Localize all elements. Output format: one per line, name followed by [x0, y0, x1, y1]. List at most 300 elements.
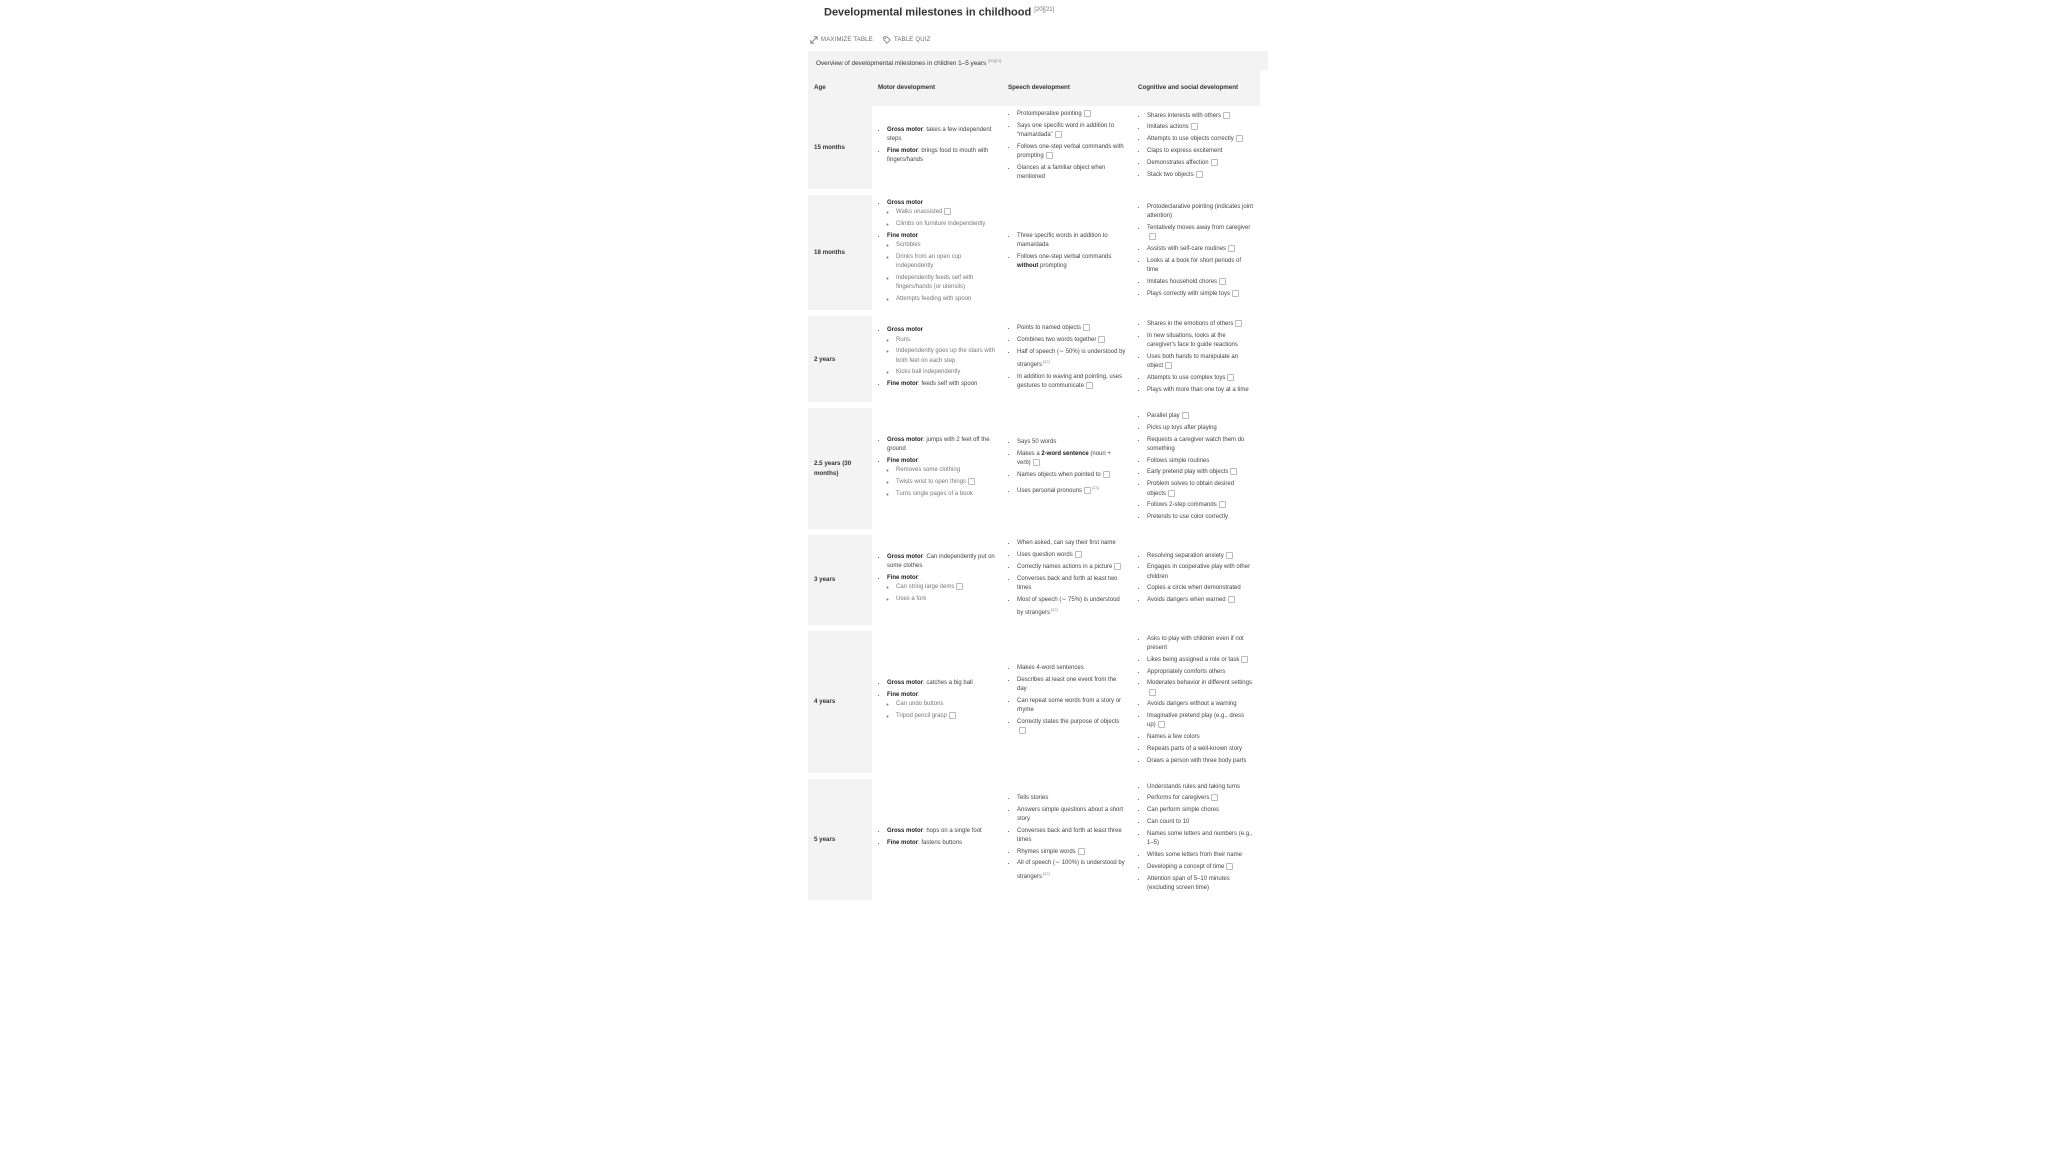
list-item — [896, 490, 996, 499]
item-text: In new situations, looks at the caregiver's face to guide reactions — [1147, 333, 1238, 349]
item-text: Stack two objects — [1147, 171, 1194, 178]
reference-icon[interactable] — [1103, 471, 1110, 478]
item-text: Problem solves to obtain desired objects — [1147, 481, 1235, 497]
list-item — [1017, 718, 1126, 736]
item-text: : brings food to mouth with fingers/hands — [887, 148, 989, 164]
item-text: Looks at a book for short periods of time — [1147, 258, 1242, 274]
table-caption: Overview of developmental milestones in children 1–5 years [20][21] — [808, 51, 1268, 70]
list-item — [887, 553, 996, 571]
reference-icon[interactable] — [1226, 863, 1233, 870]
list-item — [1017, 164, 1126, 182]
reference-icon[interactable] — [1033, 459, 1040, 466]
list-item — [1147, 468, 1254, 477]
motor-cell — [872, 106, 1002, 192]
title-reference[interactable]: [20][21] — [1034, 7, 1055, 13]
list-item — [887, 679, 996, 688]
reference-icon[interactable] — [1236, 135, 1243, 142]
list-item — [1017, 373, 1126, 391]
list-item — [1017, 539, 1126, 548]
list-item — [1147, 668, 1254, 677]
list-item — [896, 336, 996, 345]
list-item — [1017, 232, 1126, 250]
table-header-row — [808, 70, 1260, 106]
item-category: Gross motor — [887, 327, 924, 334]
list-item — [1017, 827, 1126, 845]
reference-icon[interactable] — [1075, 551, 1082, 558]
list-item — [1017, 806, 1126, 824]
speech-list — [1008, 794, 1126, 882]
item-text: Makes 4-word sentences — [1017, 665, 1084, 672]
item-text: Follows one-step verbal commands — [1017, 253, 1112, 260]
list-item — [1147, 552, 1254, 561]
caption-reference[interactable]: [20][21] — [987, 57, 1002, 63]
list-item — [887, 457, 996, 499]
cognitive-cell — [1132, 405, 1260, 532]
header-motor: Motor development — [872, 70, 1002, 106]
tag-icon — [883, 36, 891, 44]
sub-list — [887, 208, 996, 229]
table-row — [808, 106, 1260, 192]
list-item — [1017, 336, 1126, 345]
reference-icon[interactable] — [1168, 490, 1175, 497]
list-item — [1147, 147, 1254, 156]
list-item — [1147, 203, 1254, 221]
list-item — [1147, 112, 1254, 121]
motor-cell — [872, 313, 1002, 405]
item-text: : feeds self with spoon — [918, 381, 978, 388]
list-item — [1017, 563, 1126, 572]
item-text: Points to named objects — [1017, 325, 1082, 332]
item-category: Gross motor — [887, 199, 924, 206]
list-item — [887, 839, 996, 848]
speech-list — [1008, 110, 1126, 182]
item-text: : hops on a single foot — [923, 828, 982, 835]
speech-list — [1008, 664, 1126, 736]
list-item — [1147, 224, 1254, 242]
item-text: Picks up toys after playing — [1147, 424, 1217, 431]
cognitive-cell — [1132, 628, 1260, 776]
item-text: In addition to waving and pointing, uses gestures to communicate — [1017, 374, 1123, 390]
reference-icon[interactable] — [1228, 596, 1235, 603]
reference-icon[interactable] — [1114, 563, 1121, 570]
item-text: Uses both hands to manipulate an object — [1147, 354, 1239, 370]
reference-icon[interactable] — [1227, 374, 1234, 381]
sub-list — [887, 583, 996, 604]
item-text: : — [918, 457, 920, 464]
footnote-reference[interactable]: [23] — [1092, 485, 1099, 490]
item-text: Protodeclarative pointing (indicates joint attention) — [1147, 204, 1254, 220]
reference-icon[interactable] — [1182, 412, 1189, 419]
footnote-reference[interactable]: [22] — [1043, 870, 1050, 876]
cognitive-list — [1138, 552, 1254, 606]
reference-icon[interactable] — [949, 712, 956, 719]
motor-cell — [872, 776, 1002, 900]
maximize-table-label: MAXIMIZE TABLE — [821, 36, 873, 43]
sub-list — [887, 241, 996, 304]
item-text: Can perform simple chores — [1147, 807, 1220, 814]
list-item — [1147, 757, 1254, 766]
list-item — [1147, 712, 1254, 730]
age-cell: 15 months — [808, 106, 872, 192]
list-item — [1147, 278, 1254, 287]
item-category: Gross motor — [887, 553, 924, 560]
age-cell: 5 years — [808, 776, 872, 900]
expand-icon — [810, 36, 818, 44]
header-cognitive: Cognitive and social development — [1132, 70, 1260, 106]
speech-list — [1008, 324, 1126, 391]
item-text: : jumps with 2 feet off the ground — [887, 436, 990, 452]
item-text: Kicks ball independently — [896, 369, 961, 376]
item-text: Asks to play with children even if not present — [1147, 635, 1244, 651]
list-item — [1147, 863, 1254, 872]
list-item — [1017, 794, 1126, 803]
item-text: Avoids dangers when warned — [1147, 597, 1226, 604]
reference-icon[interactable] — [1235, 320, 1242, 327]
list-item — [1147, 818, 1254, 827]
age-cell: 4 years — [808, 628, 872, 776]
list-item — [1017, 122, 1126, 140]
item-text: Draws a person with three body parts — [1147, 757, 1247, 764]
item-category: Gross motor — [887, 127, 924, 134]
reference-icon[interactable] — [1223, 112, 1230, 119]
reference-icon[interactable] — [1098, 336, 1105, 343]
list-item — [1147, 135, 1254, 144]
item-emphasis: 2-word sentence — [1041, 451, 1089, 458]
list-item — [1017, 471, 1126, 480]
age-cell: 2.5 years (30 months) — [808, 405, 872, 532]
item-text: Claps to express excitement — [1147, 148, 1223, 155]
item-text: Independently goes up the stairs with both feet on each step — [896, 348, 996, 364]
item-text: Half of speech (∼ 50%) is understood by strangers — [1017, 349, 1126, 369]
item-category: Gross motor — [887, 680, 924, 687]
list-item — [896, 274, 996, 292]
list-item — [896, 220, 996, 229]
reference-icon[interactable] — [944, 208, 951, 215]
speech-cell — [1002, 405, 1132, 532]
reference-icon[interactable] — [1232, 290, 1239, 297]
item-text: Engages in cooperative play with other children — [1147, 564, 1251, 580]
item-text: Parallel play — [1147, 413, 1180, 420]
list-item — [1017, 324, 1126, 333]
item-text: Uses personal pronouns — [1017, 488, 1083, 494]
item-text: Can string large items — [896, 584, 955, 591]
list-item — [1017, 438, 1126, 447]
reference-icon[interactable] — [1228, 245, 1235, 252]
item-text: Understands rules and taking turns — [1147, 783, 1241, 790]
item-text: Tells stories — [1017, 794, 1049, 801]
list-item — [1147, 501, 1254, 510]
item-text: Demonstrates affection — [1147, 160, 1209, 167]
list-item — [1147, 830, 1254, 848]
item-text: Early pretend play with objects — [1147, 469, 1229, 476]
item-text: Correctly states the purpose of objects — [1017, 718, 1120, 725]
item-text: Describes at least one event from the day — [1017, 676, 1117, 693]
motor-list — [878, 199, 996, 304]
speech-cell — [1002, 532, 1132, 628]
item-category: Fine motor — [887, 840, 918, 847]
list-item — [1017, 664, 1126, 673]
speech-cell — [1002, 192, 1132, 314]
reference-icon[interactable] — [1219, 501, 1226, 508]
cognitive-list — [1138, 112, 1254, 181]
list-item — [896, 466, 996, 475]
item-text: : takes a few independent steps — [887, 127, 992, 143]
reference-icon[interactable] — [1219, 278, 1226, 285]
item-category: Fine motor — [887, 381, 918, 388]
item-text: Shares interests with others — [1147, 112, 1222, 119]
item-text: Climbs on furniture independently — [896, 220, 986, 227]
table-quiz-label: TABLE QUIZ — [893, 36, 931, 43]
table-row — [808, 313, 1260, 405]
speech-cell — [1002, 106, 1132, 192]
table-row — [808, 628, 1260, 776]
list-item — [896, 241, 996, 250]
item-text: When asked, can say their first name — [1017, 540, 1116, 547]
item-text: Follows 2-step commands — [1147, 502, 1217, 509]
motor-list — [878, 553, 996, 604]
list-item — [1147, 424, 1254, 433]
reference-icon[interactable] — [1165, 362, 1172, 369]
item-text: Turns single pages of a book — [896, 490, 973, 497]
speech-list — [1008, 232, 1126, 271]
item-text: Answers simple questions about a short story — [1017, 806, 1124, 822]
list-item — [1017, 676, 1126, 694]
list-item — [887, 326, 996, 377]
cognitive-cell — [1132, 192, 1260, 314]
item-text: Names some letters and numbers (e.g., 1–5) — [1147, 830, 1253, 847]
item-category: Fine motor — [887, 574, 918, 581]
item-text: Copies a circle when demonstrated — [1147, 585, 1241, 592]
list-item — [887, 126, 996, 144]
reference-icon[interactable] — [1084, 110, 1091, 117]
item-category: Fine motor — [887, 148, 918, 155]
table-toolbar — [808, 21, 1268, 47]
item-text: Resolving separation anxiety — [1147, 552, 1224, 559]
list-item — [1147, 596, 1254, 605]
item-text: Follows one-step verbal commands with prompting — [1017, 143, 1124, 159]
list-item — [1147, 783, 1254, 792]
motor-cell — [872, 532, 1002, 628]
item-text: Performs for caregivers — [1147, 795, 1210, 802]
list-item — [1147, 635, 1254, 653]
cognitive-cell — [1132, 776, 1260, 900]
cognitive-list — [1138, 783, 1254, 893]
list-item — [896, 253, 996, 271]
item-text: Plays correctly with simple toys — [1147, 291, 1231, 298]
item-text: Developing a concept of time — [1147, 863, 1225, 870]
item-text: Imaginative pretend play (e.g., dress up) — [1147, 713, 1245, 729]
reference-icon[interactable] — [1226, 552, 1233, 559]
footnote-reference[interactable]: [22] — [1043, 359, 1050, 365]
item-text: Attempts feeding with spoon — [896, 295, 972, 302]
list-item — [896, 583, 996, 592]
speech-list — [1008, 438, 1126, 496]
reference-icon[interactable] — [1241, 656, 1248, 663]
item-text: prompting — [1038, 262, 1067, 269]
item-text: Converses back and forth at least three times — [1017, 827, 1122, 843]
motor-list — [878, 436, 996, 499]
table-row — [808, 192, 1260, 314]
list-item — [887, 691, 996, 721]
reference-icon[interactable] — [1084, 487, 1091, 494]
list-item — [896, 295, 996, 304]
list-item — [896, 347, 996, 365]
reference-icon[interactable] — [1191, 123, 1198, 130]
motor-list — [878, 326, 996, 389]
reference-icon[interactable] — [1055, 131, 1062, 138]
item-text: Three specific words in addition to mama/dada — [1017, 232, 1108, 248]
item-text: Likes being assigned a role or task — [1147, 656, 1240, 663]
item-text: Uses a fork — [896, 595, 927, 602]
speech-cell — [1002, 776, 1132, 900]
item-text: Most of speech (∼ 75%) is understood by strangers — [1017, 596, 1120, 616]
list-item — [1147, 584, 1254, 593]
list-item — [887, 147, 996, 165]
article-section — [808, 0, 1268, 900]
list-item — [896, 700, 996, 709]
reference-icon[interactable] — [1149, 233, 1156, 240]
list-item — [1017, 110, 1126, 119]
cognitive-list — [1138, 203, 1254, 299]
item-text: Uses question words — [1017, 551, 1073, 558]
list-item — [887, 380, 996, 389]
item-text: Tentatively moves away from caregiver — [1147, 225, 1251, 232]
list-item — [1147, 171, 1254, 180]
motor-list — [878, 679, 996, 721]
speech-cell — [1002, 628, 1132, 776]
motor-cell — [872, 192, 1002, 314]
item-text: Attempts to use objects correctly — [1147, 136, 1234, 143]
list-item — [1017, 483, 1126, 496]
cognitive-list — [1138, 412, 1254, 523]
item-text: : fastens buttons — [918, 840, 963, 847]
item-text: Assists with self-care routines — [1147, 246, 1227, 253]
item-text: : catches a big ball — [923, 680, 973, 687]
list-item — [1017, 348, 1126, 370]
list-item — [1147, 513, 1254, 522]
item-text: Pretends to use color correctly — [1147, 514, 1229, 521]
item-text: Twists wrist to open things — [896, 478, 967, 485]
table-row — [808, 405, 1260, 532]
list-item — [896, 368, 996, 377]
cognitive-list — [1138, 320, 1254, 395]
list-item — [1147, 457, 1254, 466]
item-text: Names objects when pointed to — [1017, 472, 1101, 479]
list-item — [1147, 123, 1254, 132]
reference-icon[interactable] — [1046, 152, 1053, 159]
item-text: Appropriately comforts others — [1147, 668, 1226, 675]
reference-icon[interactable] — [956, 583, 963, 590]
item-text: Says one specific word in addition to “mama/dada” — [1017, 122, 1115, 138]
item-text: Walks unassisted — [896, 208, 943, 215]
item-text: Converses back and forth at least two times — [1017, 575, 1118, 591]
list-item — [896, 595, 996, 604]
item-text: Removes some clothing — [896, 466, 961, 473]
list-item — [887, 574, 996, 604]
table-row — [808, 532, 1260, 628]
reference-icon[interactable] — [1211, 794, 1218, 801]
header-speech: Speech development — [1002, 70, 1132, 106]
reference-icon[interactable] — [1078, 848, 1085, 855]
list-item — [1017, 596, 1126, 618]
list-item — [1147, 353, 1254, 371]
item-text: (noun + verb) — [1017, 451, 1111, 467]
item-text: Correctly names actions in a picture — [1017, 563, 1113, 570]
motor-list — [878, 827, 996, 848]
maximize-table-button[interactable] — [810, 33, 873, 47]
list-item — [1147, 436, 1254, 454]
item-category: Gross motor — [887, 436, 924, 443]
list-item — [1147, 320, 1254, 329]
list-item — [1147, 563, 1254, 581]
header-age: Age — [808, 70, 872, 106]
item-text: Can undo buttons — [896, 701, 944, 708]
list-item — [1017, 450, 1126, 468]
reference-icon[interactable] — [1211, 159, 1218, 166]
list-item — [1017, 697, 1126, 715]
list-item — [1147, 794, 1254, 803]
item-text: : — [918, 692, 920, 699]
item-text: Protoimperative pointing — [1017, 110, 1082, 117]
motor-cell — [872, 405, 1002, 532]
list-item — [1017, 551, 1126, 560]
list-item — [1017, 575, 1126, 593]
motor-cell — [872, 628, 1002, 776]
item-text: Can repeat some words from a story or rhyme — [1017, 697, 1122, 714]
item-text: Writes some letters from their name — [1147, 851, 1242, 858]
reference-icon[interactable] — [1158, 721, 1165, 728]
cognitive-cell — [1132, 313, 1260, 405]
list-item — [1147, 412, 1254, 421]
item-text: Glances at a familiar object when mentioned — [1017, 164, 1106, 180]
reference-icon[interactable] — [1083, 324, 1090, 331]
list-item — [887, 232, 996, 304]
item-text: Runs — [896, 336, 911, 343]
milestones-table — [808, 70, 1260, 900]
list-item — [1017, 253, 1126, 271]
item-text: Attempts to use complex toys — [1147, 375, 1226, 382]
list-item — [1147, 290, 1254, 299]
reference-icon[interactable] — [1086, 382, 1093, 389]
age-cell: 2 years — [808, 313, 872, 405]
list-item — [1147, 851, 1254, 860]
reference-icon[interactable] — [1149, 689, 1156, 696]
reference-icon[interactable] — [968, 478, 975, 485]
table-quiz-button[interactable] — [883, 33, 931, 47]
item-text: Imitates household chores — [1147, 279, 1218, 286]
reference-icon[interactable] — [1019, 727, 1026, 734]
list-item — [1147, 733, 1254, 742]
item-text: Tripod pencil grasp — [896, 713, 947, 720]
reference-icon[interactable] — [1196, 171, 1203, 178]
item-text: Follows simple routines — [1147, 457, 1210, 464]
list-item — [1147, 806, 1254, 815]
item-text: Makes a — [1017, 451, 1042, 458]
list-item — [1147, 656, 1254, 665]
list-item — [1147, 700, 1254, 709]
footnote-reference[interactable]: [22] — [1051, 606, 1058, 612]
item-text: Scribbles — [896, 241, 921, 248]
item-text: Moderates behavior in different settings — [1147, 680, 1252, 687]
item-text: Says 50 words — [1017, 439, 1057, 446]
item-category: Fine motor — [887, 232, 918, 239]
list-item — [1017, 859, 1126, 881]
list-item — [1147, 875, 1254, 893]
reference-icon[interactable] — [1230, 468, 1237, 475]
list-item — [1017, 143, 1126, 161]
sub-list — [887, 700, 996, 721]
list-item — [896, 712, 996, 721]
